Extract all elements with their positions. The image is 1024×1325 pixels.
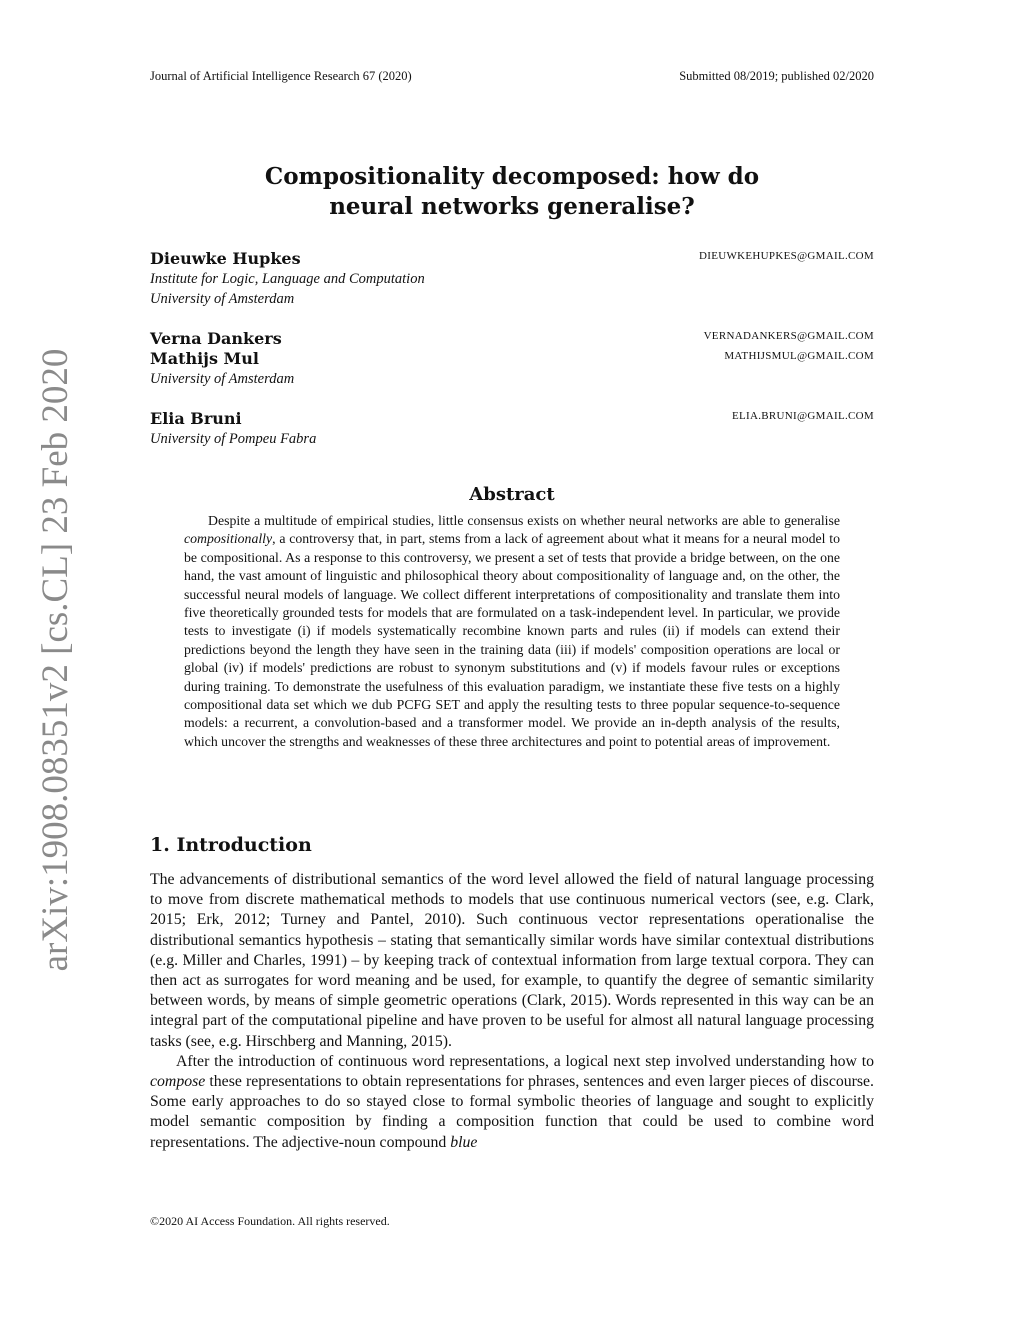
- introduction-body: [150, 870, 874, 1153]
- author-email[interactable]: DIEUWKEHUPKES@GMAIL.COM: [699, 250, 874, 262]
- author-name: Dieuwke Hupkes: [150, 249, 301, 268]
- author-affiliation: University of Amsterdam: [150, 371, 295, 387]
- author-name: Verna Dankers: [150, 329, 282, 348]
- author-affiliation: University of Pompeu Fabra: [150, 431, 317, 447]
- paragraph-part: these representations to obtain representations for phrases, sentences and even larger pieces of discourse. Some early approaches to do so stayed close to formal symbolic theories of language and sought to explicitly model semantic composition by finding a composition function that could be used to combine word representations. The adjective-noun compound: [150, 1073, 874, 1151]
- author-email[interactable]: ELIA.BRUNI@GMAIL.COM: [731, 410, 874, 422]
- title-line-2: neural networks generalise?: [329, 193, 695, 220]
- journal-header: Journal of Artificial Intelligence Research 67 (2020): [150, 69, 412, 83]
- abstract-part-1: Despite a multitude of empirical studies, little consensus exists on whether neural networks are able to generalise: [208, 513, 840, 528]
- author-name: Mathijs Mul: [150, 349, 259, 368]
- title-line-1: Compositionality decomposed: how do: [264, 163, 760, 190]
- paragraph: The advancements of distributional semantics of the word level allowed the field of natural language processing to move from discrete mathematical methods to models that use continuous numerical vectors (see, e.g. Clark, 2015; Erk, 2012; Turney and Pantel, 2010). Such continuous vector representations operationalise the distributional semantics hypothesis – stating that semantically similar words have similar contextual distributions (e.g. Miller and Charles, 1991) – by keeping track of contextual information from large textual corpora. They can then act as surrogates for word meaning and be used, for example, to quantify the degree of semantic similarity between words, by means of simple geometric operations (Clark, 2015). Words represented in this way can be an integral part of the computational pipeline and have proven to be useful for almost all natural language processing tasks (see, e.g. Hirschberg and Manning, 2015).: [150, 871, 874, 1050]
- submission-dates: Submitted 08/2019; published 02/2020: [679, 69, 874, 83]
- author-block-bruni: [150, 409, 874, 449]
- emphasis: compose: [150, 1073, 206, 1091]
- copyright-footer: ©2020 AI Access Foundation. All rights reserved.: [150, 1214, 390, 1228]
- paragraph-part: After the introduction of continuous word representations, a logical next step involved understanding how to: [176, 1052, 874, 1070]
- paragraph: [150, 1052, 874, 1153]
- abstract-text: [184, 512, 840, 751]
- emphasis: blue: [450, 1133, 478, 1151]
- author-affiliation: University of Amsterdam: [150, 291, 295, 307]
- abstract-heading: Abstract: [469, 484, 555, 505]
- section-heading-introduction: 1. Introduction: [150, 834, 312, 856]
- paper-title: [150, 162, 874, 222]
- author-block-dankers-mul: [150, 329, 874, 389]
- author-name: Elia Bruni: [150, 409, 242, 428]
- abstract-emphasis: compositionally: [184, 531, 273, 547]
- author-email[interactable]: VERNADANKERS@GMAIL.COM: [703, 330, 874, 342]
- author-email[interactable]: MATHIJSMUL@GMAIL.COM: [724, 350, 874, 362]
- abstract-part-2: , a controversy that, in part, stems from a lack of agreement about what it means for a neural model to be compositional. As a response to this controversy, we present a set of tests that provide a bridge between, on the one hand, the vast amount of linguistic and philosophical theory about compositionality of language and, on the other, the successful neural models of language. We collect different interpretations of compositionality and translate them into five theoretically grounded tests for models that are formulated on a task-independent level. In particular, we provide tests to investigate (i) if models systematically recombine known parts and rules (ii) if models can extend their predictions beyond the length they have seen in the training data (iii) if models' composition operations are local or global (iv) if models' predictions are robust to synonym substitutions and (v) if models favour rules or exceptions during training. To demonstrate the usefulness of this evaluation paradigm, we instantiate these five tests on a highly compositional data set which we dub PCFG SET and apply the resulting tests to three popular sequence-to-sequence models: a recurrent, a convolution-based and a transformer model. We provide an in-depth analysis of the results, which uncover the strengths and weaknesses of these three architectures and point to potential areas of improvement.: [184, 531, 840, 749]
- author-block-hupkes: [150, 249, 874, 309]
- author-affiliation: Institute for Logic, Language and Computation: [150, 271, 425, 287]
- arxiv-id[interactable]: arXiv:1908.08351v2 [cs.CL] 23 Feb 2020: [35, 348, 76, 972]
